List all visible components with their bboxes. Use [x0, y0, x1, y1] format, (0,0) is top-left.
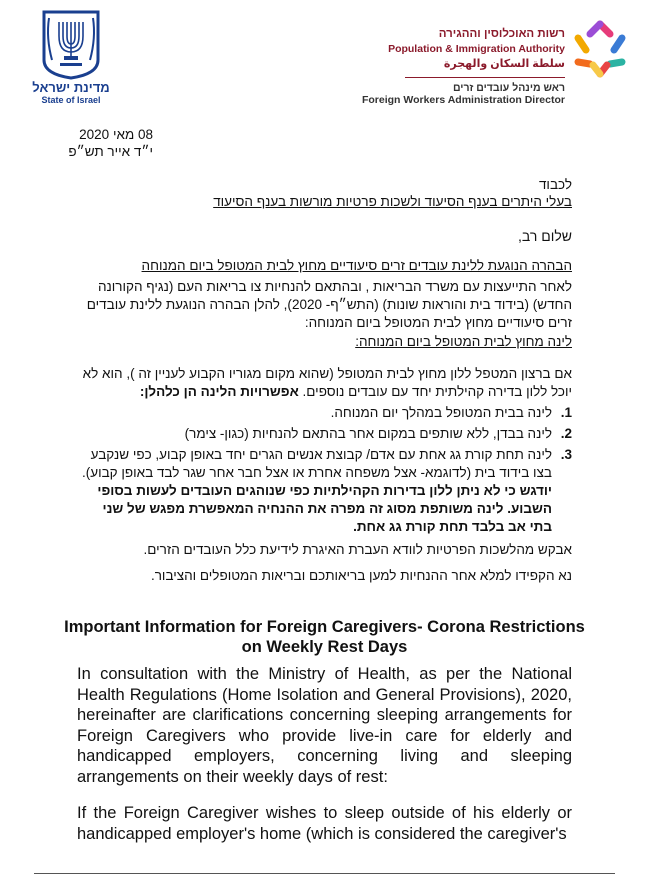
- closing-note-2: נא הקפידו למלא אחר ההנחיות למען בריאותכם ובריאות המטופלים והציבור.: [150, 568, 572, 583]
- state-name-hebrew: מדינת ישראל: [32, 80, 110, 95]
- header-divider: [405, 77, 565, 78]
- addressee-label: לכבוד: [538, 177, 572, 192]
- english-paragraph-2: If the Foreign Caregiver wishes to sleep outside of his elderly or handicapped employer's home (which is considered the caregiver's: [77, 804, 572, 843]
- list-item-text: לינה בבית המטופל במהלך יום המנוחה.: [330, 405, 552, 420]
- greeting: שלום רב,: [518, 228, 572, 244]
- subheading: לינה מחוץ לבית המטופל ביום המנוחה:: [355, 334, 572, 349]
- page-bottom-divider: [34, 873, 615, 874]
- closing-note-1: אבקש מהלשכות הפרטיות לוודא העברת האיגרת לידיעת כלל העובדים הזרים.: [143, 542, 572, 557]
- addressee-recipient: בעלי היתרים בענף הסיעוד ולשכות פרטיות מורשות בענף הסיעוד: [213, 194, 572, 209]
- subject-line: הבהרה הנוגעת ללינת עובדים זרים סיעודיים מחוץ לבית המטופל ביום המנוחה: [141, 258, 572, 273]
- options-list: [77, 404, 572, 539]
- authority-name-english: Population & Immigration Authority: [388, 43, 565, 55]
- list-item: [77, 425, 572, 443]
- english-paragraph-1: In consultation with the Ministry of Health, as per the National Health Regulations (Home Isolation and General Provisions), 2020, hereinafter are clarifications concerning sleeping arrangements for Foreign Caregivers who provide live-in care for elderly and handicapped employers, concerning living and sleeping arrangements on their weekly days of rest:: [77, 665, 572, 786]
- date-hebrew: י״ד אייר תש״פ: [68, 144, 153, 159]
- options-intro-paragraph: [77, 365, 572, 401]
- list-item-number: 1.: [560, 405, 572, 420]
- options-intro-text: אם ברצון המטפל ללון מחוץ לבית המטופל (שהוא מקום מגוריו הקבוע לעניין זה ), הוא לא יוכל ללון בדירה קהילתית יחד עם עובדים נוספים.: [82, 366, 572, 399]
- list-item-text: לינה תחת קורת גג אחת עם אדם/ קבוצת אנשים הגרים יחד באופן קבוע, כפי שנקבע בצו בידוד בית (לדוגמא- אצל משפחה אחרת או אצל חבר אחר שגר לבד באופן קבוע).: [82, 447, 552, 480]
- intro-paragraph: לאחר התייעצות עם משרד הבריאות , ובהתאם להנחיות צו בריאות העם (נגיף הקורונה החדש) (בידוד בית והוראות שונות) (התש״ף- 2020), להלן הבהרה הנוגעת ללינת עובדים זרים סיעודיים מחוץ לבית המטופל ביום המנוחה:: [86, 279, 572, 330]
- menorah-emblem-icon: [40, 8, 102, 80]
- list-item: [77, 446, 572, 536]
- state-name-english: State of Israel: [41, 95, 101, 105]
- authority-name-block: [305, 28, 565, 70]
- director-title-hebrew: ראש מינהל עובדים זרים: [452, 82, 565, 94]
- list-item-number: 2.: [560, 426, 572, 441]
- list-item: [77, 404, 572, 422]
- date-gregorian: 08 מאי 2020: [79, 127, 153, 142]
- list-item-number: 3.: [560, 447, 572, 462]
- authority-name-arabic: سلطة السكان والهجرة: [443, 58, 565, 70]
- star-logo-icon: [569, 18, 631, 80]
- list-item-emphasis: יודגש כי לא ניתן ללון בדירות הקהילתיות כפי שנוהגים העובדים לעשות בסופי השבוע. לינה משותפת מסוג זה מפרה את ההנחיה המאפשרת מפגש של שני בתי אב בלבד תחת קורת גג אחת.: [97, 483, 552, 534]
- authority-name-hebrew: רשות האוכלוסין וההגירה: [438, 28, 565, 40]
- director-title-english: Foreign Workers Administration Director: [361, 94, 565, 106]
- english-title: Important Information for Foreign Caregivers- Corona Restrictions on Weekly Rest Days: [64, 618, 585, 656]
- list-item-text: לינה בבדן, ללא שותפים במקום אחר בהתאם להנחיות (כגון- צימר): [184, 426, 552, 441]
- options-intro-bold: אפשרויות הלינה הן כלהלן:: [139, 384, 299, 399]
